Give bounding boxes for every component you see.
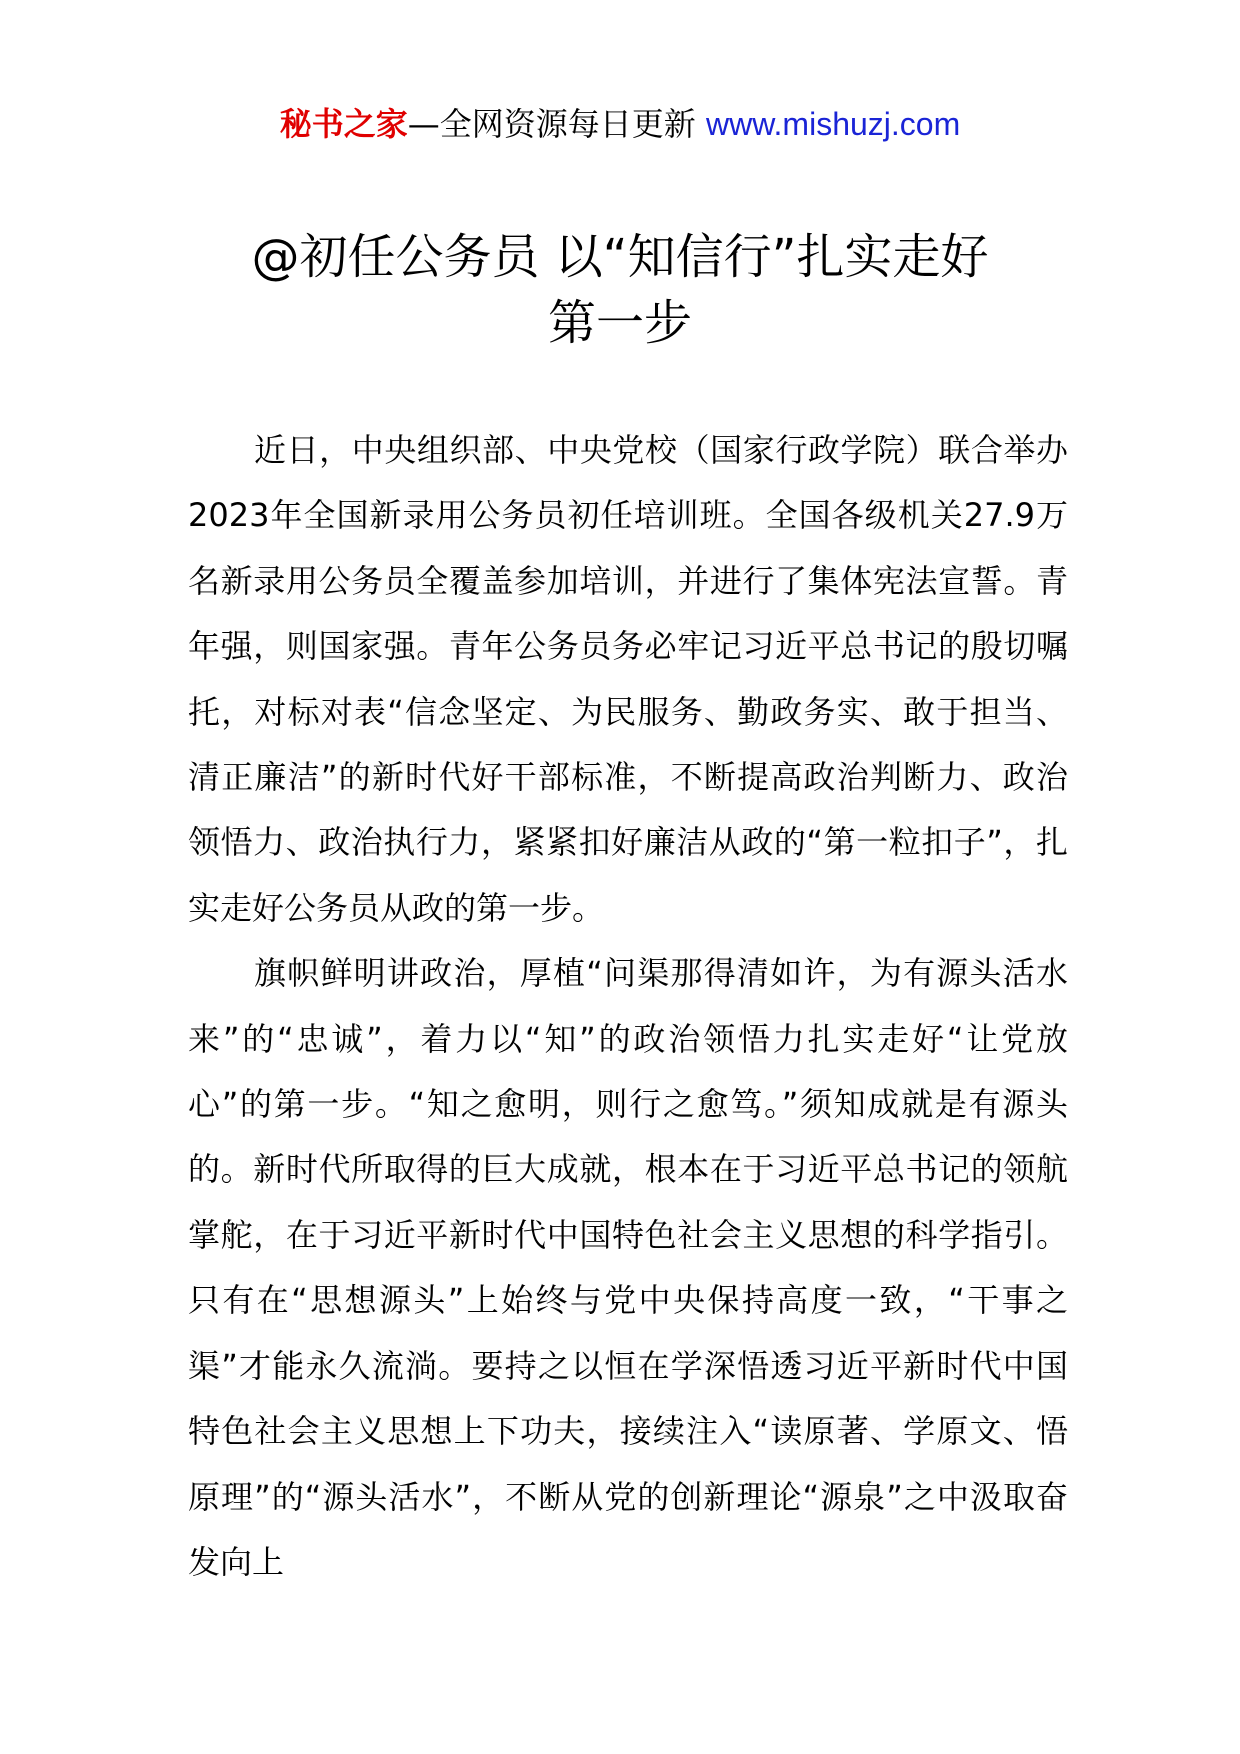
site-tagline: —全网资源每日更新 [407, 105, 706, 143]
site-brand: 秘书之家 [279, 105, 408, 143]
paragraph-2: 旗帜鲜明讲政治，厚植“问渠那得清如许，为有源头活水来”的“忠诚”，着力以“知”的政治领悟力扎实走好“让党放心”的第一步。“知之愈明，则行之愈笃。”须知成就是有源头的。新时代所取得的巨大成就，根本在于习近平总书记的领航掌舵，在于习近平新时代中国特色社会主义思想的科学指引。只有在“思想源头”上始终与党中央保持高度一致，“干事之渠”才能永久流淌。要持之以恒在学深悟透习近平新时代中国特色社会主义思想上下功夫，接续注入“读原著、学原文、悟原理”的“源头活水”，不断从党的创新理论“源泉”之中汲取奋发向上 [188, 954, 1068, 1581]
title-line-2: 第一步 [547, 295, 692, 351]
title-line-1: @初任公务员 以“知信行”扎实走好 [251, 229, 989, 285]
document-body [188, 418, 1068, 1595]
paragraph-1: 近日，中央组织部、中央党校（国家行政学院）联合举办2023年全国新录用公务员初任培训班。全国各级机关27.9万名新录用公务员全覆盖参加培训，并进行了集体宪法宣誓。青年强，则国家强。青年公务员务必牢记习近平总书记的殷切嘱托，对标对表“信念坚定、为民服务、勤政务实、敢于担当、清正廉洁”的新时代好干部标准，不断提高政治判断力、政治领悟力、政治执行力，紧紧扣好廉洁从政的“第一粒扣子”，扎实走好公务员从政的第一步。 [188, 431, 1068, 927]
site-header [0, 100, 1240, 148]
site-url-link[interactable]: www.mishuzj.com [705, 106, 961, 142]
document-title [160, 224, 1080, 356]
